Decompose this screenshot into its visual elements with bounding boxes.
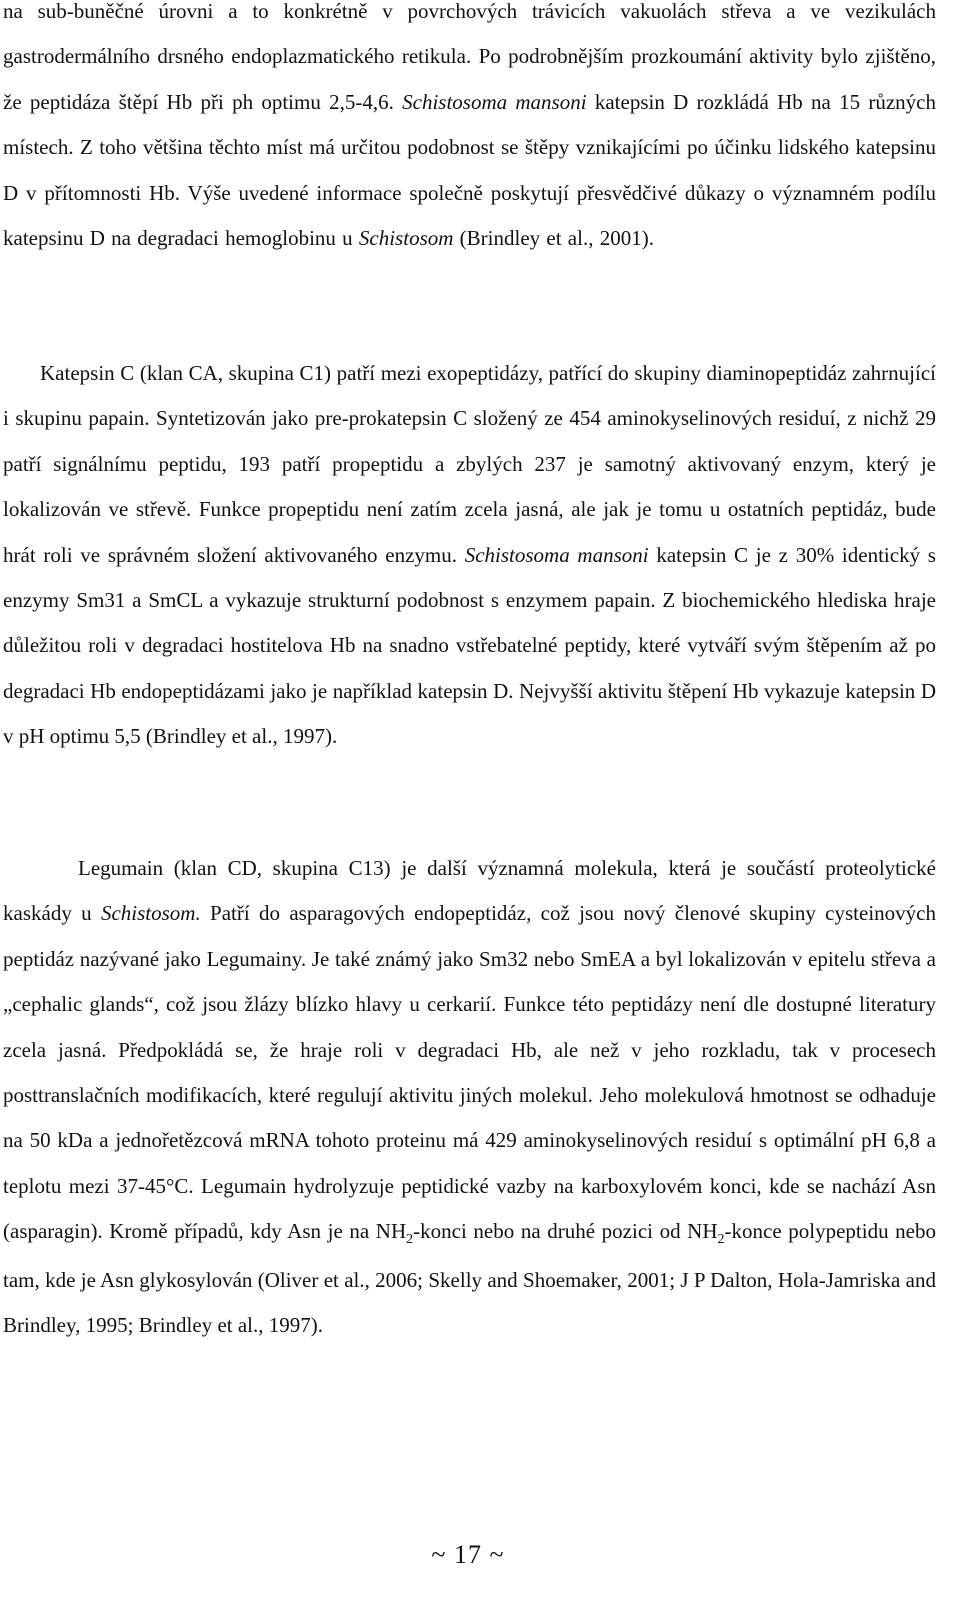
text-run: (Brindley et al., 2001). [453, 226, 654, 251]
text-run: katepsin D rozkládá Hb na 15 různých místech. Z toho většina těchto míst má určitou podobnost se štěpy vznikajícími po účinku lidského katepsinu D v přítomnosti Hb. Výše uvedené informace společně poskytují přesvědčivé důkazy o významném podílu katepsinu D na degradaci hemoglobinu u [3, 89, 936, 251]
species-name: Schistosoma mansoni [464, 542, 649, 567]
species-name: Schistosoma mansoni [402, 89, 587, 114]
paragraph-cathepsin-c [3, 351, 936, 760]
text-run: Patří do asparagových endopeptidáz, což jsou nový členové skupiny cysteinových peptidáz nazývané jako Legumainy. Je také známý jako Sm32 nebo SmEA a byl lokalizován v epitelu střeva a „cephalic glands“, což jsou žlázy blízko hlavy u cerkarií. Funkce této peptidázy není dle dostupné literatury zcela jasná. Předpokládá se, že hraje roli v degradaci Hb, ale než v jeho rozkladu, tak v procesech posttranslačních modifikacích, které regulují aktivitu jiných molekul. Jeho molekulová hmotnost se odhaduje na 50 kDa a jednořetězcová mRNA tohoto proteinu má 429 aminokyselinových residuí s optimální pH 6,8 a teplotu mezi 37-45°C. Legumain hydrolyzuje peptidické vazby na karboxylovém konci, kde se nachází Asn (asparagin). Kromě případů, kdy Asn je na NH [3, 901, 936, 1244]
text-run: Legumain (klan CD, skupina C13) je další významná molekula, která je součástí proteolytické kaskády u [3, 856, 936, 926]
text-run: Katepsin C (klan CA, skupina C1) patří mezi exopeptidázy, patřící do skupiny diaminopeptidáz zahrnující i skupinu papain. Syntetizován jako pre-prokatepsin C složený ze 454 aminokyselinových residuí, z nichž 29 patří signálnímu peptidu, 193 patří propeptidu a zbylých 237 je samotný aktivovaný enzym, který je lokalizován ve střevě. Funkce propeptidu není zatím zcela jasná, ale jak je tomu u ostatních peptidáz, bude hrát roli ve správném složení aktivovaného enzymu. [3, 361, 936, 567]
page-number: ~ 17 ~ [431, 1540, 505, 1569]
text-run: -konce polypeptidu nebo tam, kde je Asn glykosylován (Oliver et al., 2006; Skelly and Shoemaker, 2001; J P Dalton, Hola-Jamriska and Brindley, 1995; Brindley et al., 1997). [3, 1219, 937, 1338]
text-run: -konci nebo na druhé pozici od NH [413, 1219, 718, 1244]
subscript: 2 [717, 1232, 725, 1248]
text-run: katepsin C je z 30% identický s enzymy Sm31 a SmCL a vykazuje strukturní podobnost s enzymem papain. Z biochemického hlediska hraje důležitou roli v degradaci hostitelova Hb na snadno vstřebatelné peptidy, které vytváří svým štěpením až po degradaci Hb endopeptidázami jako je například katepsin D. Nejvyšší aktivitu štěpení Hb vykazuje katepsin D v pH optimu 5,5 (Brindley et al., 1997). [3, 542, 936, 749]
paragraph-legumain [3, 846, 936, 1348]
species-name: Schistosom. [100, 901, 201, 926]
text-run: na sub-buněčné úrovni a to konkrétně v povrchových trávicích vakuolách střeva a ve vezikulách gastrodermálního drsného endoplazmatického retikula. Po podrobnějším prozkoumání aktivity bylo zjištěno, že peptidáza štěpí Hb při ph optimu 2,5-4,6. [3, 0, 936, 114]
species-name: Schistosom [358, 226, 454, 251]
subscript: 2 [406, 1232, 414, 1248]
paragraph-cathepsin-d [3, 0, 936, 261]
